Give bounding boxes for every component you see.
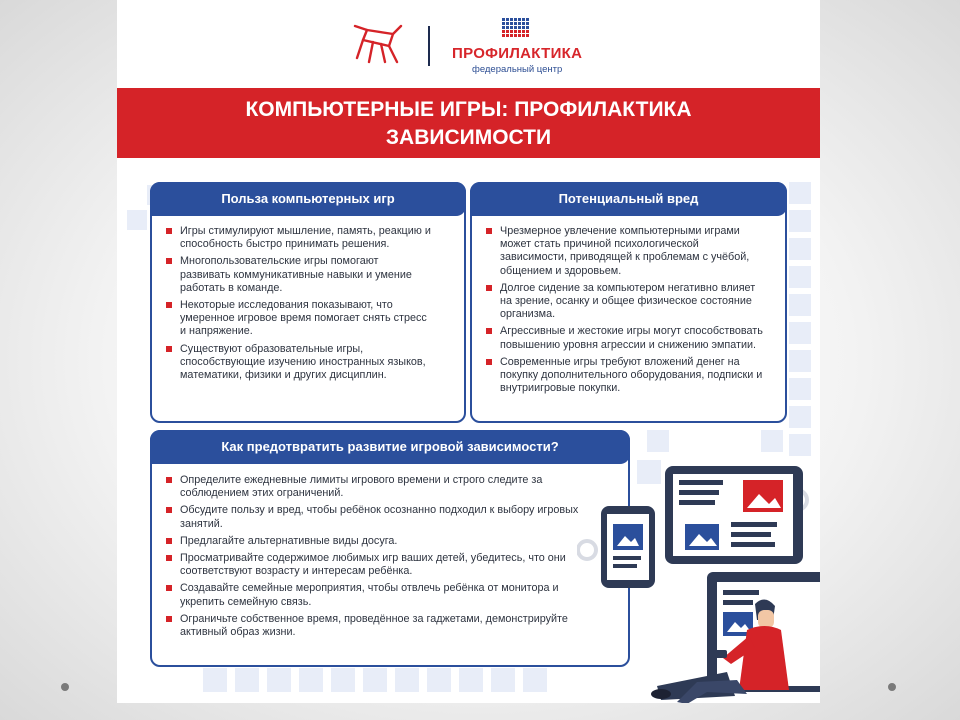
list-item-text: Предлагайте альтернативные виды досуга. (180, 534, 398, 547)
page-title-line-2: ЗАВИСИМОСТИ (385, 126, 552, 149)
bullet-icon (166, 258, 172, 264)
page-title-line-1: КОМПЬЮТЕРНЫЕ ИГРЫ: ПРОФИЛАКТИКА (245, 98, 692, 121)
list-item (166, 299, 431, 339)
list-item (166, 535, 586, 548)
bullet-icon (486, 359, 492, 365)
list-item (166, 582, 586, 608)
bullet-icon (486, 328, 492, 334)
harm-box (470, 182, 787, 423)
list-item (486, 282, 766, 322)
list-item-text: Определите ежедневные лимиты игрового времени и строго следите за соблюдением этих ограничений. (180, 474, 543, 500)
bullet-icon (166, 585, 172, 591)
brand-subtitle: федеральный центр (472, 64, 563, 75)
brand-name: ПРОФИЛАКТИКА (452, 45, 583, 62)
phone-icon (601, 506, 655, 588)
grid-logo-icon (502, 18, 534, 42)
gadgets-illustration (577, 440, 820, 703)
list-item (486, 356, 766, 396)
list-item (166, 474, 586, 500)
benefits-heading: Польза компьютерных игр (150, 182, 466, 216)
list-item-text: Создавайте семейные мероприятия, чтобы отвлечь ребёнка от монитора и укрепить семейную связь. (180, 582, 559, 608)
list-item-text: Современные игры требуют вложений денег на покупку дополнительного оборудования, подписки и внутриигровые покупки. (500, 355, 763, 395)
prevention-heading: Как предотвратить развитие игровой зависимости? (150, 430, 630, 464)
title-band (117, 88, 820, 158)
bullet-icon (166, 477, 172, 483)
header (117, 0, 820, 88)
list-item-text: Игры стимулируют мышление, память, реакцию и способность быстро принимать решения. (180, 225, 431, 251)
list-item (166, 343, 431, 383)
bullet-icon (166, 616, 172, 622)
list-item (486, 225, 766, 278)
list-item-text: Долгое сидение за компьютером негативно влияет на зрение, осанку и общее физическое состояние организма. (500, 281, 756, 321)
list-item-text: Существуют образовательные игры, способствующие изучению иностранных языков, математики, физики и других дисциплин. (180, 342, 426, 382)
list-item-text: Многопользовательские игры помогают развивать коммуникативные навыки и умение работать в команде. (180, 255, 412, 294)
bullet-icon (166, 555, 172, 561)
list-item-text: Агрессивные и жестокие игры могут способствовать повышению уровня агрессии и снижению эмпатии. (500, 325, 763, 351)
bullet-icon (166, 302, 172, 308)
bullet-icon (166, 346, 172, 352)
slide-bullet-right (888, 683, 896, 691)
poster (117, 0, 820, 703)
harm-list (486, 225, 766, 399)
tablet-icon (665, 466, 803, 564)
list-item-text: Просматривайте содержимое любимых игр ваших детей, убедитесь, что они соответствуют возрасту и интересам ребёнка. (180, 552, 566, 578)
list-item (166, 225, 431, 251)
bullet-icon (166, 507, 172, 513)
list-item-text: Некоторые исследования показывают, что умеренное игровое время помогает снять стресс и напряжение. (180, 299, 427, 338)
bullet-icon (166, 538, 172, 544)
benefits-box (150, 182, 466, 423)
prevention-box (150, 430, 630, 667)
prevention-list (166, 474, 586, 643)
bullet-icon (486, 228, 492, 234)
list-item (166, 255, 431, 295)
list-item-text: Обсудите пользу и вред, чтобы ребёнок осознанно подходил к выбору игровых занятий. (180, 504, 579, 530)
list-item-text: Чрезмерное увлечение компьютерными играми может стать причиной психологической зависимости, приводящей к проблемам с учёбой, общением и здоровьем. (500, 225, 750, 277)
list-item (486, 325, 766, 351)
bullet-icon (486, 285, 492, 291)
list-item-text: Ограничьте собственное время, проведённое за гаджетами, демонстрируйте активный образ жизни. (180, 612, 568, 639)
list-item (166, 504, 586, 530)
benefits-list (166, 225, 431, 386)
slide-bullet-left (61, 683, 69, 691)
list-item (166, 552, 586, 578)
logo-divider (428, 26, 430, 66)
horse-logo-icon (349, 18, 407, 68)
list-item (166, 613, 586, 639)
page-title (117, 96, 820, 152)
bullet-icon (166, 228, 172, 234)
harm-heading: Потенциальный вред (470, 182, 787, 216)
